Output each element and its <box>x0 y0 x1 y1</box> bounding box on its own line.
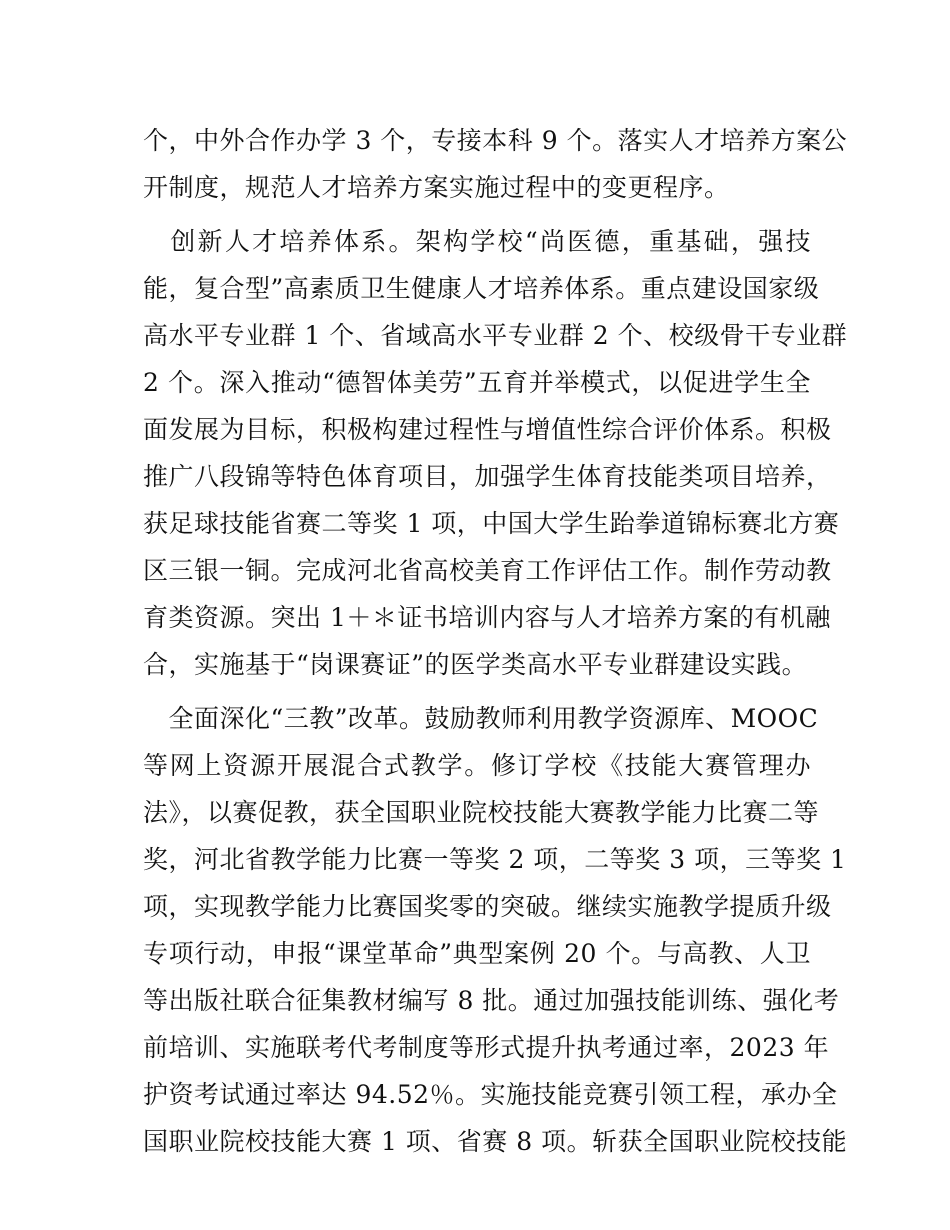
text-line: 奖，河北省教学能力比赛一等奖 2 项，二等奖 3 项，三等奖 1 <box>143 845 847 874</box>
text-line: 个，中外合作办学 3 个，专接本科 9 个。落实人才培养方案公 <box>143 126 848 155</box>
text-line: 等网上资源开展混合式教学。修订学校《技能大赛管理办 <box>143 751 811 780</box>
paragraph-1 <box>143 117 848 211</box>
text-line: 育类资源。突出 1＋＊证书培训内容与人才培养方案的有机融 <box>143 603 831 632</box>
text-line: 推广八段锦等特色体育项目，加强学生体育技能类项目培养， <box>143 462 832 491</box>
text-line: 面发展为目标，积极构建过程性与增值性综合评价体系。积极 <box>143 415 832 444</box>
document-body <box>143 117 848 1172</box>
text-line: 合，实施基于“岗课赛证”的医学类高水平专业群建设实践。 <box>143 650 808 679</box>
text-line: 区三银一铜。完成河北省高校美育工作评估工作。制作劳动教 <box>143 556 832 585</box>
text-line: 前培训、实施联考代考制度等形式提升执考通过率，2023 年 <box>143 1033 830 1062</box>
text-line: 法》，以赛促教，获全国职业院校技能大赛教学能力比赛二等 <box>143 798 820 827</box>
text-line: 能，复合型”高素质卫生健康人才培养体系。重点建设国家级 <box>143 274 820 303</box>
text-line: 创新人才培养体系。架构学校“尚医德，重基础，强技 <box>143 227 811 256</box>
text-line: 国职业院校技能大赛 1 项、省赛 8 项。斩获全国职业院校技能 <box>143 1127 848 1156</box>
text-line: 等出版社联合征集教材编写 8 批。通过加强技能训练、强化考 <box>143 986 840 1015</box>
text-line: 获足球技能省赛二等奖 1 项，中国大学生跆拳道锦标赛北方赛 <box>143 509 840 538</box>
text-line: 项，实现教学能力比赛国奖零的突破。继续实施教学提质升级 <box>143 892 832 921</box>
paragraph-3 <box>143 695 848 1165</box>
text-line: 高水平专业群 1 个、省域高水平专业群 2 个、校级骨干专业群 <box>143 321 848 350</box>
text-line: 护资考试通过率达 94.52％。实施技能竞赛引领工程，承办全 <box>143 1080 838 1109</box>
text-line: 开制度，规范人才培养方案实施过程中的变更程序。 <box>143 173 730 202</box>
text-line: 专项行动，申报“课堂革命”典型案例 20 个。与高教、人卫 <box>143 939 811 968</box>
paragraph-2 <box>143 218 848 688</box>
text-line: 全面深化“三教”改革。鼓励教师利用教学资源库、MOOC <box>143 704 819 733</box>
text-line: 2 个。深入推动“德智体美劳”五育并举模式，以促进学生全 <box>143 368 811 397</box>
